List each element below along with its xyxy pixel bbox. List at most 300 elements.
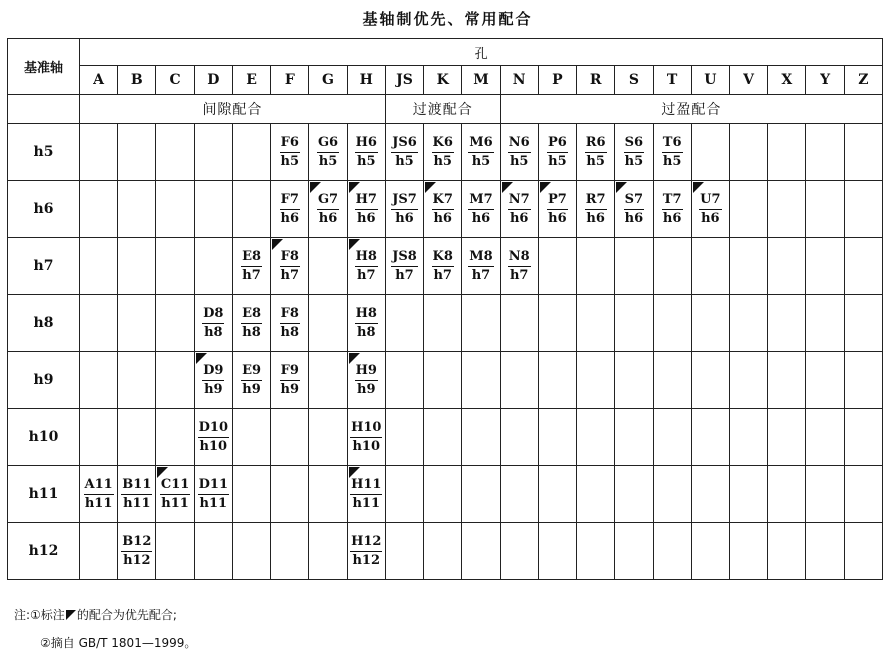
shaft-row-h8 [8,295,883,352]
preferred-flag-icon [310,182,321,193]
empty-cell [156,523,194,580]
fit-cell-s-h5 [615,124,653,181]
preferred-flag-icon [157,467,168,478]
fit-hole-tolerance: D8 [202,306,224,324]
empty-cell [309,466,347,523]
empty-cell [653,295,691,352]
empty-cell [424,409,462,466]
fit-shaft-tolerance: h12 [352,552,381,568]
fit-fraction [355,135,378,170]
preferred-flag-icon [349,353,360,364]
preferred-marker-icon [66,610,76,620]
fit-fraction [84,477,114,512]
empty-cell [385,523,423,580]
shaft-row-h7 [8,238,883,295]
fit-shaft-tolerance: h10 [352,438,381,454]
hole-letter-t: T [653,66,691,95]
fit-hole-tolerance: F9 [280,363,300,381]
fit-shaft-tolerance: h5 [395,153,414,169]
fit-hole-tolerance: G6 [317,135,339,153]
empty-cell [385,409,423,466]
empty-cell [691,352,729,409]
fit-fraction [280,192,300,227]
empty-cell [844,181,882,238]
empty-cell [844,466,882,523]
empty-cell [615,352,653,409]
fit-shaft-tolerance: h5 [509,153,529,169]
fit-shaft-tolerance: h6 [395,210,414,226]
fit-groups-row [8,95,883,124]
fit-shaft-tolerance: h11 [84,495,113,511]
fit-hole-tolerance: K6 [432,135,454,153]
empty-cell [691,124,729,181]
empty-cell [118,409,156,466]
empty-cell [118,352,156,409]
empty-cell [615,295,653,352]
fit-hole-tolerance: C11 [160,477,190,495]
empty-cell [156,352,194,409]
preferred-flag-icon [196,353,207,364]
groups-corner [8,95,80,124]
fit-cell-js-h6 [385,181,423,238]
empty-cell [500,466,538,523]
fit-cell-h-h10 [347,409,385,466]
fit-hole-tolerance: N6 [508,135,531,153]
fit-group-2: 过盈配合 [500,95,883,124]
empty-cell [729,409,767,466]
hole-letter-f: F [271,66,309,95]
empty-cell [118,181,156,238]
fit-hole-tolerance: B12 [121,534,152,552]
fit-fraction [508,135,531,170]
fit-fraction [624,135,644,170]
fit-hole-tolerance: H11 [350,477,382,495]
fit-hole-tolerance: T6 [662,135,683,153]
fit-cell-a-h11 [80,466,118,523]
fit-cell-m-h6 [462,181,500,238]
fit-shaft-tolerance: h5 [433,153,452,169]
fit-cell-f-h5 [271,124,309,181]
fit-shaft-tolerance: h8 [204,324,223,340]
fit-fraction [317,192,339,227]
hole-letter-a: A [80,66,118,95]
fit-cell-n-h6 [500,181,538,238]
empty-cell [156,181,194,238]
fit-cell-h-h9 [347,352,385,409]
shaft-row-h6 [8,181,883,238]
fit-fraction [432,135,454,170]
fit-cell-e-h9 [232,352,270,409]
empty-cell [271,466,309,523]
fit-fraction [355,363,378,398]
empty-cell [424,295,462,352]
empty-cell [118,124,156,181]
empty-cell [653,409,691,466]
fit-fraction [350,420,382,455]
fit-fraction [198,420,229,455]
empty-cell [691,409,729,466]
fit-table [7,38,883,580]
fit-hole-tolerance: JS6 [391,135,418,153]
empty-cell [768,295,806,352]
fit-cell-r-h5 [577,124,615,181]
fit-shaft-tolerance: h6 [471,210,491,226]
hole-letter-g: G [309,66,347,95]
empty-cell [500,352,538,409]
empty-cell [844,352,882,409]
empty-cell [844,295,882,352]
fit-cell-b-h12 [118,523,156,580]
empty-cell [538,352,576,409]
empty-cell [538,523,576,580]
fit-shaft-tolerance: h9 [242,381,261,397]
fit-shaft-tolerance: h9 [357,381,376,397]
fit-shaft-tolerance: h6 [662,210,682,226]
empty-cell [80,181,118,238]
hole-letter-b: B [118,66,156,95]
empty-cell [768,124,806,181]
empty-cell [232,409,270,466]
fit-fraction [699,192,721,227]
empty-cell [194,181,232,238]
empty-cell [577,238,615,295]
fit-fraction [202,306,224,341]
fit-hole-tolerance: N8 [508,249,531,267]
hole-header: 孔 [80,39,883,66]
shaft-row-h5 [8,124,883,181]
fit-hole-tolerance: F8 [280,306,300,324]
empty-cell [806,466,844,523]
fit-cell-r-h6 [577,181,615,238]
hole-letter-h: H [347,66,385,95]
fit-fraction [280,135,300,170]
empty-cell [118,295,156,352]
shaft-row-h11 [8,466,883,523]
empty-cell [577,295,615,352]
fit-fraction [121,477,152,512]
empty-cell [729,124,767,181]
empty-cell [80,238,118,295]
fit-shaft-tolerance: h6 [433,210,452,226]
fit-shaft-tolerance: h7 [433,267,452,283]
shaft-label: h9 [8,352,80,409]
empty-cell [806,352,844,409]
fit-fraction [280,363,300,398]
fit-hole-tolerance: JS7 [391,192,418,210]
fit-hole-tolerance: F8 [280,249,300,267]
empty-cell [156,124,194,181]
hole-letter-r: R [577,66,615,95]
fit-cell-f-h9 [271,352,309,409]
fit-shaft-tolerance: h5 [624,153,644,169]
fit-hole-tolerance: JS8 [391,249,418,267]
shaft-row-h9 [8,352,883,409]
fit-hole-tolerance: S6 [624,135,644,153]
fit-fraction [585,192,607,227]
fit-hole-tolerance: U7 [699,192,721,210]
empty-cell [615,409,653,466]
preferred-flag-icon [693,182,704,193]
preferred-flag-icon [502,182,513,193]
empty-cell [653,523,691,580]
shaft-label: h8 [8,295,80,352]
preferred-flag-icon [425,182,436,193]
fit-hole-tolerance: S7 [624,192,644,210]
fit-hole-tolerance: H8 [355,249,378,267]
fit-hole-tolerance: D10 [198,420,229,438]
empty-cell [462,352,500,409]
fit-cell-u-h6 [691,181,729,238]
fit-fraction [508,249,531,284]
shaft-label: h10 [8,409,80,466]
preferred-flag-icon [349,182,360,193]
fit-hole-tolerance: D9 [202,363,224,381]
fit-hole-tolerance: M8 [468,249,493,267]
empty-cell [385,466,423,523]
fit-hole-tolerance: H6 [355,135,378,153]
empty-cell [309,352,347,409]
hole-letters-row [8,66,883,95]
fit-fraction [241,306,262,341]
page-title: 基轴制优先、常用配合 [362,10,533,28]
fit-hole-tolerance: T7 [662,192,683,210]
fit-cell-f-h8 [271,295,309,352]
fit-fraction [508,192,531,227]
empty-cell [500,409,538,466]
empty-cell [538,466,576,523]
hole-letter-p: P [538,66,576,95]
empty-cell [844,409,882,466]
empty-cell [309,295,347,352]
fit-hole-tolerance: F7 [280,192,300,210]
empty-cell [768,352,806,409]
empty-cell [577,466,615,523]
note-1: 注:①标注 的配合为优先配合; [14,608,177,622]
hole-letter-js: JS [385,66,423,95]
fit-fraction [280,306,300,341]
fit-shaft-tolerance: h11 [161,495,189,511]
empty-cell [424,352,462,409]
empty-cell [653,352,691,409]
empty-cell [462,409,500,466]
fit-fraction [468,249,493,284]
fit-hole-tolerance: M6 [468,135,493,153]
empty-cell [424,466,462,523]
preferred-flag-icon [272,239,283,250]
empty-cell [462,295,500,352]
fit-fraction [585,135,607,170]
fit-hole-tolerance: M7 [468,192,493,210]
fit-hole-tolerance: R6 [585,135,607,153]
fit-hole-tolerance: A11 [84,477,114,495]
fit-hole-tolerance: P7 [547,192,568,210]
fit-hole-tolerance: H9 [355,363,378,381]
empty-cell [768,238,806,295]
fit-shaft-tolerance: h6 [548,210,567,226]
fit-cell-g-h5 [309,124,347,181]
shaft-label: h12 [8,523,80,580]
fit-shaft-tolerance: h7 [395,267,414,283]
empty-cell [768,409,806,466]
fit-shaft-tolerance: h5 [586,153,605,169]
shaft-row-h12 [8,523,883,580]
hole-letter-s: S [615,66,653,95]
empty-cell [80,124,118,181]
fit-fraction [547,135,568,170]
fit-cell-s-h6 [615,181,653,238]
hole-letter-y: Y [806,66,844,95]
empty-cell [271,409,309,466]
empty-cell [729,466,767,523]
note-2: ②摘自 GB/T 1801—1999。 [40,636,197,650]
fit-cell-h-h12 [347,523,385,580]
hole-letter-z: Z [844,66,882,95]
fit-fraction [241,363,262,398]
fit-group-0: 间隙配合 [80,95,386,124]
empty-cell [538,238,576,295]
hole-letter-e: E [232,66,270,95]
empty-cell [729,238,767,295]
fit-hole-tolerance: K7 [432,192,454,210]
empty-cell [462,523,500,580]
preferred-flag-icon [349,467,360,478]
fit-hole-tolerance: N7 [508,192,531,210]
empty-cell [615,466,653,523]
fit-cell-d-h10 [194,409,232,466]
hole-letter-x: X [768,66,806,95]
fit-hole-tolerance: P6 [547,135,568,153]
fit-cell-h-h11 [347,466,385,523]
fit-shaft-tolerance: h8 [242,324,261,340]
empty-cell [156,238,194,295]
empty-cell [768,523,806,580]
empty-cell [691,238,729,295]
fit-fraction [160,477,190,512]
empty-cell [844,523,882,580]
fit-hole-tolerance: K8 [432,249,454,267]
fit-fraction [198,477,229,512]
empty-cell [271,523,309,580]
empty-cell [500,295,538,352]
empty-cell [615,238,653,295]
fit-fraction [432,249,454,284]
empty-cell [500,523,538,580]
fit-fraction [355,192,378,227]
shaft-label: h11 [8,466,80,523]
empty-cell [80,295,118,352]
fit-shaft-tolerance: h12 [123,552,151,568]
shaft-label: h6 [8,181,80,238]
fit-shaft-tolerance: h6 [701,210,720,226]
fit-fraction [468,135,493,170]
empty-cell [385,295,423,352]
fit-cell-c-h11 [156,466,194,523]
base-shaft-header: 基准轴 [8,39,80,95]
fit-shaft-tolerance: h10 [199,438,228,454]
fit-cell-m-h7 [462,238,500,295]
preferred-flag-icon [349,239,360,250]
fit-cell-h-h7 [347,238,385,295]
fit-hole-tolerance: D11 [198,477,229,495]
fit-shaft-tolerance: h5 [357,153,376,169]
fit-shaft-tolerance: h6 [280,210,300,226]
fit-shaft-tolerance: h6 [586,210,605,226]
fit-cell-t-h6 [653,181,691,238]
fit-shaft-tolerance: h11 [123,495,151,511]
empty-cell [806,238,844,295]
empty-cell [194,124,232,181]
fit-cell-g-h6 [309,181,347,238]
fit-shaft-tolerance: h6 [509,210,529,226]
empty-cell [729,523,767,580]
empty-cell [385,352,423,409]
preferred-flag-icon [616,182,627,193]
empty-cell [538,409,576,466]
fit-hole-tolerance: F6 [280,135,300,153]
fit-cell-e-h7 [232,238,270,295]
fit-cell-e-h8 [232,295,270,352]
empty-cell [577,409,615,466]
empty-cell [194,238,232,295]
empty-cell [729,352,767,409]
fit-cell-p-h5 [538,124,576,181]
fit-shaft-tolerance: h5 [280,153,300,169]
fit-cell-n-h7 [500,238,538,295]
fit-shaft-tolerance: h9 [280,381,300,397]
empty-cell [615,523,653,580]
fit-fraction [350,477,382,512]
shaft-row-h10 [8,409,883,466]
empty-cell [232,181,270,238]
fit-hole-tolerance: B11 [121,477,152,495]
empty-cell [309,409,347,466]
empty-cell [80,523,118,580]
fit-cell-k-h5 [424,124,462,181]
hole-letter-k: K [424,66,462,95]
fit-fraction [121,534,152,569]
empty-cell [768,466,806,523]
empty-cell [232,523,270,580]
fit-fraction [468,192,493,227]
fit-shaft-tolerance: h5 [471,153,491,169]
fit-hole-tolerance: H10 [350,420,382,438]
fit-cell-k-h7 [424,238,462,295]
empty-cell [691,466,729,523]
fit-fraction [662,192,683,227]
fit-fraction [391,192,418,227]
fit-cell-f-h7 [271,238,309,295]
empty-cell [691,523,729,580]
hole-letter-n: N [500,66,538,95]
hole-letter-m: M [462,66,500,95]
fit-hole-tolerance: R7 [585,192,607,210]
fit-hole-tolerance: E9 [241,363,262,381]
empty-cell [424,523,462,580]
fit-fraction [355,306,378,341]
hole-letter-c: C [156,66,194,95]
empty-cell [232,466,270,523]
fit-cell-f-h6 [271,181,309,238]
empty-cell [577,523,615,580]
empty-cell [232,124,270,181]
fit-shaft-tolerance: h6 [357,210,376,226]
fit-fraction [280,249,300,284]
empty-cell [844,124,882,181]
empty-cell [194,523,232,580]
fit-shaft-tolerance: h7 [471,267,491,283]
fit-cell-n-h5 [500,124,538,181]
empty-cell [653,466,691,523]
